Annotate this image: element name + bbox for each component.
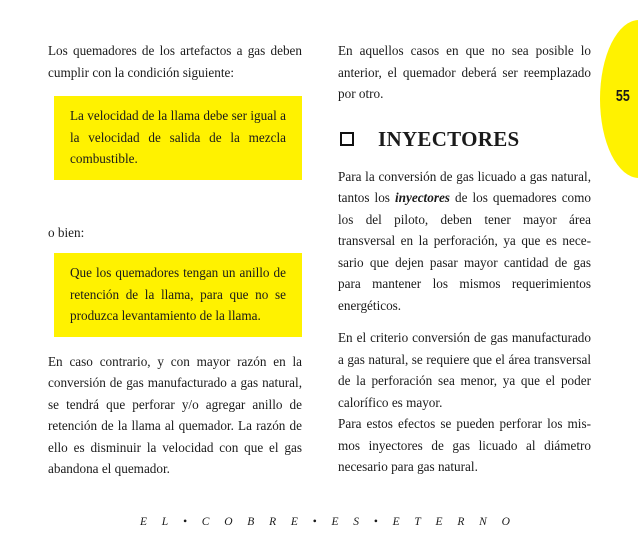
or-text: o bien: xyxy=(48,224,85,240)
footer-char: E xyxy=(140,516,148,528)
footer-char: L xyxy=(161,516,169,528)
drilling-paragraph: Para estos efectos se pueden perforar los mismos inyectores de gas licuado al diámetro necesario para gas natural. xyxy=(338,416,591,474)
left-column xyxy=(48,40,302,480)
footer-bullet: • xyxy=(182,516,187,528)
footer-char: B xyxy=(247,516,255,528)
para1-before: Para la conversión de gas licuado a gas natural, tantos los xyxy=(338,168,591,205)
heading-text: INYECTORES xyxy=(378,126,520,151)
injectors-paragraph xyxy=(338,166,591,317)
footer-char: O xyxy=(501,516,510,528)
footer-char: E xyxy=(290,516,298,528)
section-heading xyxy=(338,127,591,152)
footer-char: E xyxy=(331,516,339,528)
manufactured-gas-paragraph: En el criterio conversión de gas manufacturado a gas natural, se requiere que el área transversal de la perforación sea menor, ya que el poder calorífico es mayor. xyxy=(338,330,591,410)
page-number: 55 xyxy=(616,88,630,105)
footer-char: R xyxy=(457,516,465,528)
footer-char: R xyxy=(269,516,277,528)
footer-char: O xyxy=(224,516,233,528)
velocity-callout: La velocidad de la llama debe ser igual a la velocidad de salida de la mezcla combustible. xyxy=(54,96,302,180)
right-column xyxy=(338,40,591,478)
left-conclusion-paragraph: En caso contrario, y con mayor razón en la conversión de gas manufacturado a gas natural, se tendrá que perforar y/o agregar anillo de retención de la llama al quemador. La razón de ello es disminuir la velocidad con que el gas abandona el quemador. xyxy=(48,353,302,476)
footer-char: S xyxy=(353,516,360,528)
footer-bullet: • xyxy=(373,516,378,528)
footer-bullet: • xyxy=(312,516,317,528)
footer-char: C xyxy=(201,516,210,528)
footer-motto xyxy=(140,516,510,528)
injectors-emphasis: inyectores xyxy=(395,190,450,205)
left-intro-paragraph: Los quemadores de los artefactos a gas deben cumplir con la condición siguiente: xyxy=(48,43,302,80)
para1-after: de los quemadores como los del piloto, deben tener mayor área transversal en la perforación, ya que es necesario que dejen pasar mayor cantidad de gas para mantener los mismos requerimientos energéticos. xyxy=(338,190,591,313)
checkbox-icon xyxy=(340,132,354,146)
footer-char: T xyxy=(414,516,421,528)
footer-char: N xyxy=(479,516,487,528)
right-intro-paragraph: En aquellos casos en que no sea posible lo anterior, el quemador deberá ser reemplazado por otro. xyxy=(338,43,591,101)
footer-char: E xyxy=(392,516,400,528)
retention-ring-callout: Que los quemadores tengan un anillo de retención de la llama, para que no se produzca levantamiento de la llama. xyxy=(54,253,302,337)
footer-char: E xyxy=(435,516,443,528)
